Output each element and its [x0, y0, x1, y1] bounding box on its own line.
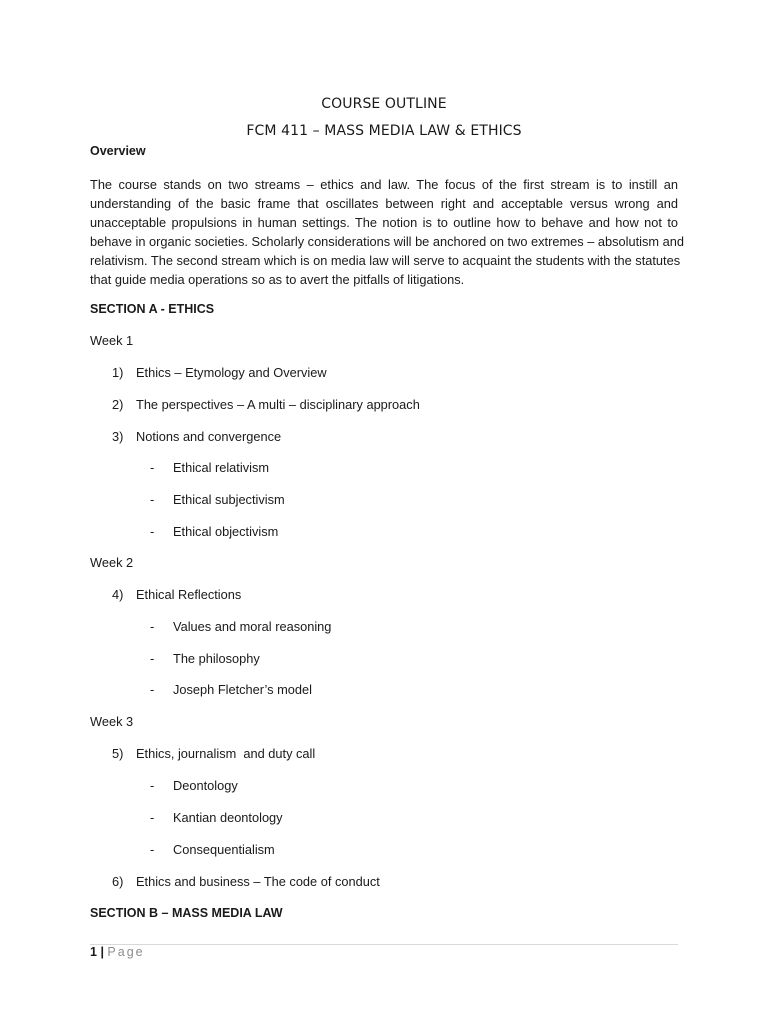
overview-line: The course stands on two streams – ethics and law. The focus of the first stream is to instill an — [90, 177, 678, 192]
sub-list-item-text: Consequentialism — [173, 842, 275, 857]
list-item-number: 1) — [112, 365, 124, 380]
list-item-number: 6) — [112, 874, 124, 889]
sub-list-item-text: Ethical relativism — [173, 460, 270, 475]
dash-bullet: - — [150, 778, 155, 793]
section-b-heading: SECTION B – MASS MEDIA LAW — [90, 906, 283, 920]
sub-list-item-text: Deontology — [173, 778, 238, 793]
list-item-number: 3) — [112, 429, 124, 444]
list-item-text: Ethical Reflections — [136, 587, 242, 602]
sub-list-item-text: Ethical objectivism — [173, 524, 279, 539]
list-item-text: Ethics – Etymology and Overview — [136, 365, 327, 380]
page-footer — [90, 945, 145, 959]
dash-bullet: - — [150, 651, 155, 666]
overview-line: relativism. The second stream which is on media law will serve to acquaint the students with the statutes — [90, 253, 681, 268]
dash-bullet: - — [150, 524, 155, 539]
list-item-number: 5) — [112, 746, 124, 761]
course-title: FCM 411 – MASS MEDIA LAW & ETHICS — [246, 123, 522, 139]
overview-line: that guide media operations so as to avert the pitfalls of litigations. — [90, 272, 465, 287]
dash-bullet: - — [150, 682, 155, 697]
overview-line: unacceptable propulsions in human settings. The notion is to outline how to behave and how not to — [90, 215, 678, 230]
week-3-label: Week 3 — [90, 714, 134, 729]
footer-divider — [90, 944, 678, 945]
list-item-number: 4) — [112, 587, 124, 602]
sub-list-item-text: Values and moral reasoning — [173, 619, 332, 634]
sub-list-item-text: Ethical subjectivism — [173, 492, 285, 507]
dash-bullet: - — [150, 619, 155, 634]
dash-bullet: - — [150, 492, 155, 507]
section-a-heading: SECTION A - ETHICS — [90, 302, 215, 316]
week-1-label: Week 1 — [90, 333, 134, 348]
list-item-text: Notions and convergence — [136, 429, 282, 444]
page-label: Page — [107, 945, 145, 959]
overview-paragraph — [90, 175, 684, 289]
overview-heading: Overview — [90, 144, 146, 158]
sub-list-item-text: The philosophy — [173, 651, 260, 666]
sub-list-item-text: Joseph Fletcher’s model — [173, 682, 312, 697]
page-separator: | — [100, 945, 104, 959]
dash-bullet: - — [150, 810, 155, 825]
document-title: COURSE OUTLINE — [321, 96, 447, 112]
overview-line: understanding of the basic frame that oscillates between right and acceptable versus wrong and — [90, 196, 678, 211]
dash-bullet: - — [150, 460, 155, 475]
list-item-text: Ethics, journalism and duty call — [136, 746, 316, 761]
list-item-text: The perspectives – A multi – disciplinary approach — [136, 397, 420, 412]
week-2-label: Week 2 — [90, 555, 134, 570]
sub-list-item-text: Kantian deontology — [173, 810, 283, 825]
dash-bullet: - — [150, 842, 155, 857]
page-number: 1 — [90, 945, 97, 959]
list-item-text: Ethics and business – The code of conduct — [136, 874, 380, 889]
overview-line: behave in organic societies. Scholarly considerations will be anchored on two extremes – absolutism and — [90, 234, 684, 249]
list-item-number: 2) — [112, 397, 124, 412]
